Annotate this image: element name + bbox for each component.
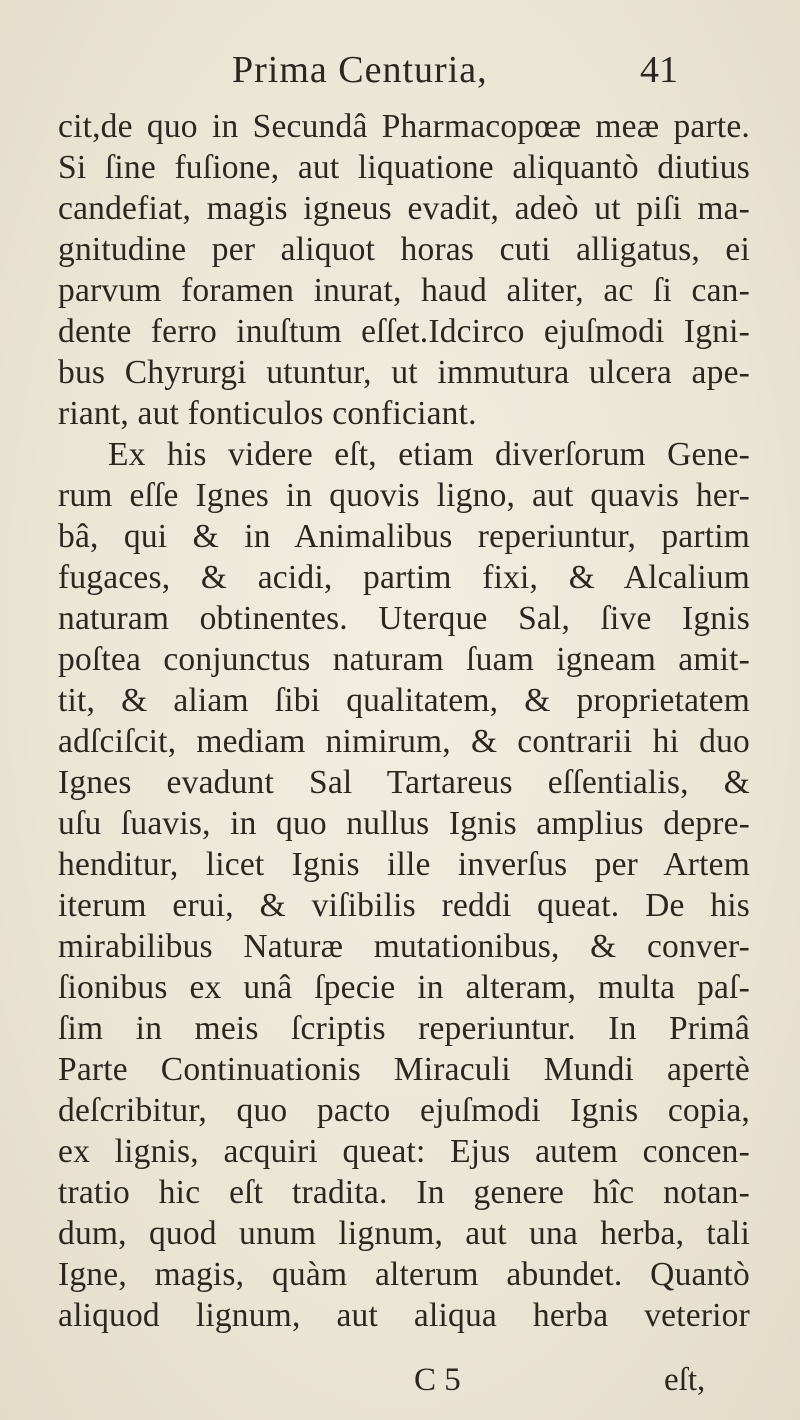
page-number: 41: [640, 49, 678, 91]
text-line: aliquod lignum, aut aliqua herba veterior: [58, 1297, 750, 1334]
text-line: naturam obtinentes. Uterque Sal, ſive Ignis: [58, 600, 750, 637]
text-line: dente ferro inuſtum eſſet.Idcirco ejuſmodi Igni-: [58, 313, 750, 350]
text-line: gnitudine per aliquot horas cuti alligatus, ei: [58, 231, 750, 268]
text-line: fugaces, & acidi, partim fixi, & Alcalium: [58, 559, 750, 596]
text-line: poſtea conjunctus naturam ſuam igneam amit-: [58, 641, 750, 678]
text-line: Ex his videre eſt, etiam diverſorum Gene-: [108, 436, 750, 473]
signature-mark: C 5: [414, 1362, 461, 1398]
text-line: tit, & aliam ſibi qualitatem, & proprietatem: [58, 682, 750, 719]
text-line: riant, aut fonticulos conficiant.: [58, 395, 477, 432]
text-line: cit,de quo in Secundâ Pharmacopœæ meæ parte.: [58, 108, 750, 145]
text-line: ſionibus ex unâ ſpecie in alteram, multa paſ-: [58, 969, 750, 1006]
text-line: iterum erui, & viſibilis reddi queat. De his: [58, 887, 750, 924]
text-line: ſim in meis ſcriptis reperiuntur. In Primâ: [58, 1010, 750, 1047]
running-title: Prima Centuria,: [232, 49, 488, 91]
catchword: eſt,: [664, 1362, 706, 1398]
page-footer: [0, 1362, 800, 1408]
text-line: Ignes evadunt Sal Tartareus eſſentialis, &: [58, 764, 750, 801]
text-line: Igne, magis, quàm alterum abundet. Quantò: [58, 1256, 750, 1293]
text-line: mirabilibus Naturæ mutationibus, & conver-: [58, 928, 750, 965]
text-line: uſu ſuavis, in quo nullus Ignis amplius depre-: [58, 805, 750, 842]
text-line: bâ, qui & in Animalibus reperiuntur, partim: [58, 518, 750, 555]
text-line: ex lignis, acquiri queat: Ejus autem concen-: [58, 1133, 750, 1170]
text-line: dum, quod unum lignum, aut una herba, tali: [58, 1215, 750, 1252]
text-line: parvum foramen inurat, haud aliter, ac ſi can-: [58, 272, 750, 309]
text-line: adſciſcit, mediam nimirum, & contrarii hi duo: [58, 723, 750, 760]
text-line: deſcribitur, quo pacto ejuſmodi Ignis copia,: [58, 1092, 750, 1129]
text-line: Parte Continuationis Miraculi Mundi apertè: [58, 1051, 750, 1088]
text-line: bus Chyrurgi utuntur, ut immutura ulcera ape-: [58, 354, 750, 391]
text-line: rum eſſe Ignes in quovis ligno, aut quavis her-: [58, 477, 750, 514]
text-line: henditur, licet Ignis ille inverſus per Artem: [58, 846, 750, 883]
text-line: tratio hic eſt tradita. In genere hîc notan-: [58, 1174, 750, 1211]
text-line: Si ſine fuſione, aut liquatione aliquantò diutius: [58, 149, 750, 186]
page-header: [0, 48, 800, 108]
text-line: candefiat, magis igneus evadit, adeò ut piſi ma-: [58, 190, 750, 227]
